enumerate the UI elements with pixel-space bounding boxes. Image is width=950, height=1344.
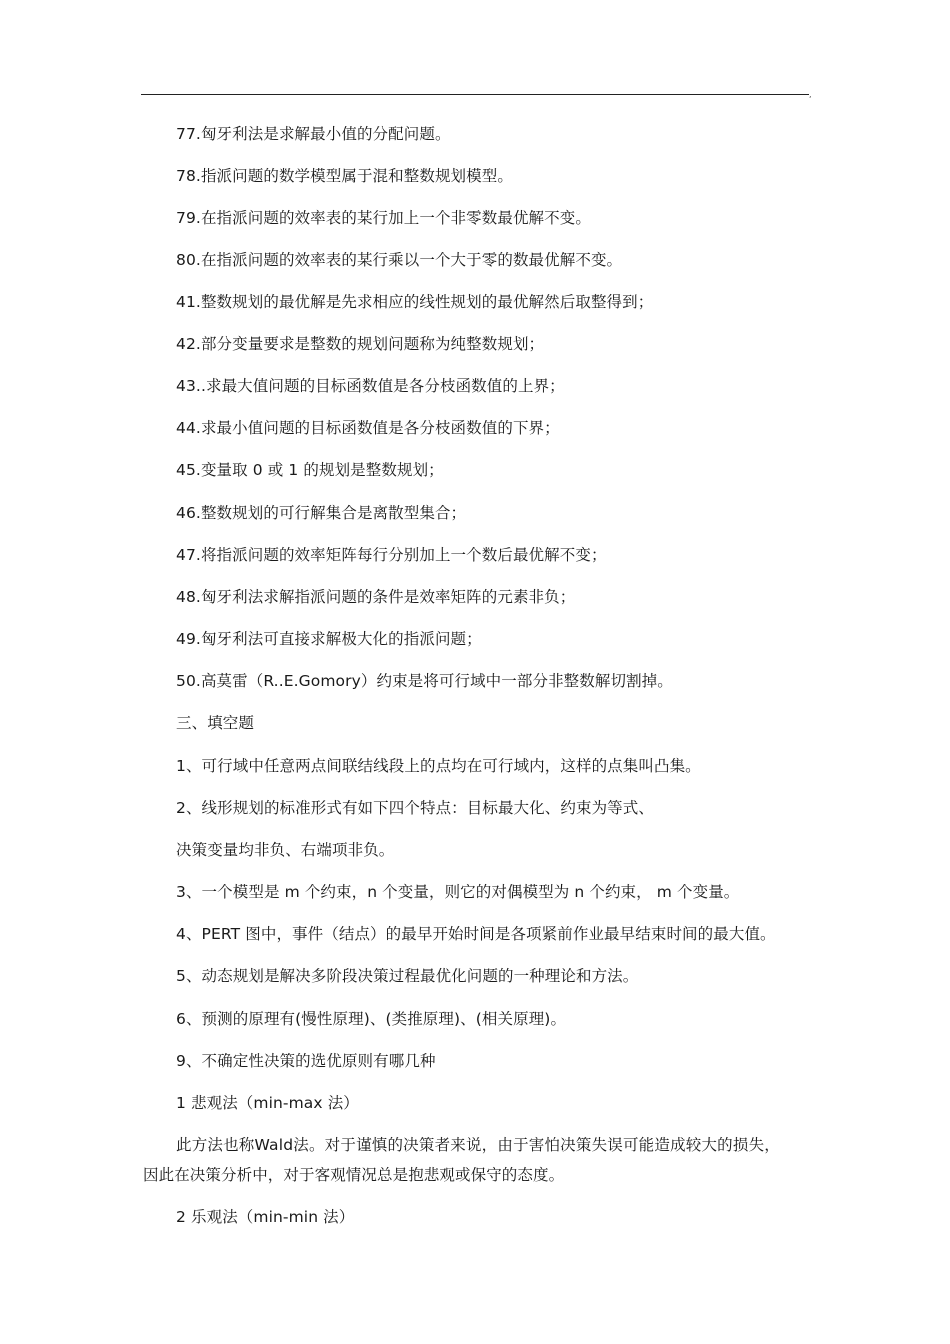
fill-item-6: 6、预测的原理有(慢性原理)、(类推原理)、(相关原理)。 [176, 1010, 567, 1028]
fill-item-1: 1、可行域中任意两点间联结线段上的点均在可行域内，这样的点集叫凸集。 [176, 757, 701, 775]
item-45: 45.变量取 0 或 1 的规划是整数规划； [176, 461, 444, 479]
fill-item-2: 2、线形规划的标准形式有如下四个特点：目标最大化、约束为等式、 [176, 799, 654, 817]
item-42: 42.部分变量要求是整数的规划问题称为纯整数规划； [176, 335, 545, 353]
section-heading-fill-in: 三、填空题 [176, 714, 255, 732]
paragraph-line-2: 因此在决策分析中，对于客观情况总是抱悲观或保守的态度。 [143, 1166, 565, 1184]
header-tick-mark: , [809, 90, 812, 99]
fill-item-4: 4、PERT 图中，事件（结点）的最早开始时间是各项紧前作业最早结束时间的最大值。 [176, 925, 776, 943]
item-43: 43..求最大值问题的目标函数值是各分枝函数值的上界； [176, 377, 565, 395]
item-49: 49.匈牙利法可直接求解极大化的指派问题； [176, 630, 482, 648]
fill-item-2-continued: 决策变量均非负、右端项非负。 [176, 841, 395, 859]
optimistic-method-heading: 2 乐观法（min-min 法） [176, 1208, 355, 1226]
item-80: 80.在指派问题的效率表的某行乘以一个大于零的数最优解不变。 [176, 251, 623, 269]
fill-item-5: 5、动态规划是解决多阶段决策过程最优化问题的一种理论和方法。 [176, 967, 639, 985]
item-77: 77.匈牙利法是求解最小值的分配问题。 [176, 125, 451, 143]
item-78: 78.指派问题的数学模型属于混和整数规划模型。 [176, 167, 513, 185]
paragraph-line-1: 此方法也称Wald法。对于谨慎的决策者来说，由于害怕决策失误可能造成较大的损失， [176, 1136, 780, 1154]
fill-item-9: 9、不确定性决策的选优原则有哪几种 [176, 1052, 436, 1070]
item-44: 44.求最小值问题的目标函数值是各分枝函数值的下界； [176, 419, 560, 437]
item-79: 79.在指派问题的效率表的某行加上一个非零数最优解不变。 [176, 209, 591, 227]
item-41: 41.整数规划的最优解是先求相应的线性规划的最优解然后取整得到； [176, 293, 654, 311]
pessimistic-method-heading: 1 悲观法（min-max 法） [176, 1094, 359, 1112]
item-46: 46.整数规划的可行解集合是离散型集合； [176, 504, 467, 522]
item-48: 48.匈牙利法求解指派问题的条件是效率矩阵的元素非负； [176, 588, 576, 606]
item-47: 47.将指派问题的效率矩阵每行分别加上一个数后最优解不变； [176, 546, 607, 564]
item-50: 50.高莫雷（R..E.Gomory）约束是将可行域中一部分非整数解切割掉。 [176, 672, 673, 690]
header-rule [141, 94, 809, 95]
fill-item-3: 3、一个模型是 m 个约束，n 个变量，则它的对偶模型为 n 个约束， m 个变量。 [176, 883, 740, 901]
